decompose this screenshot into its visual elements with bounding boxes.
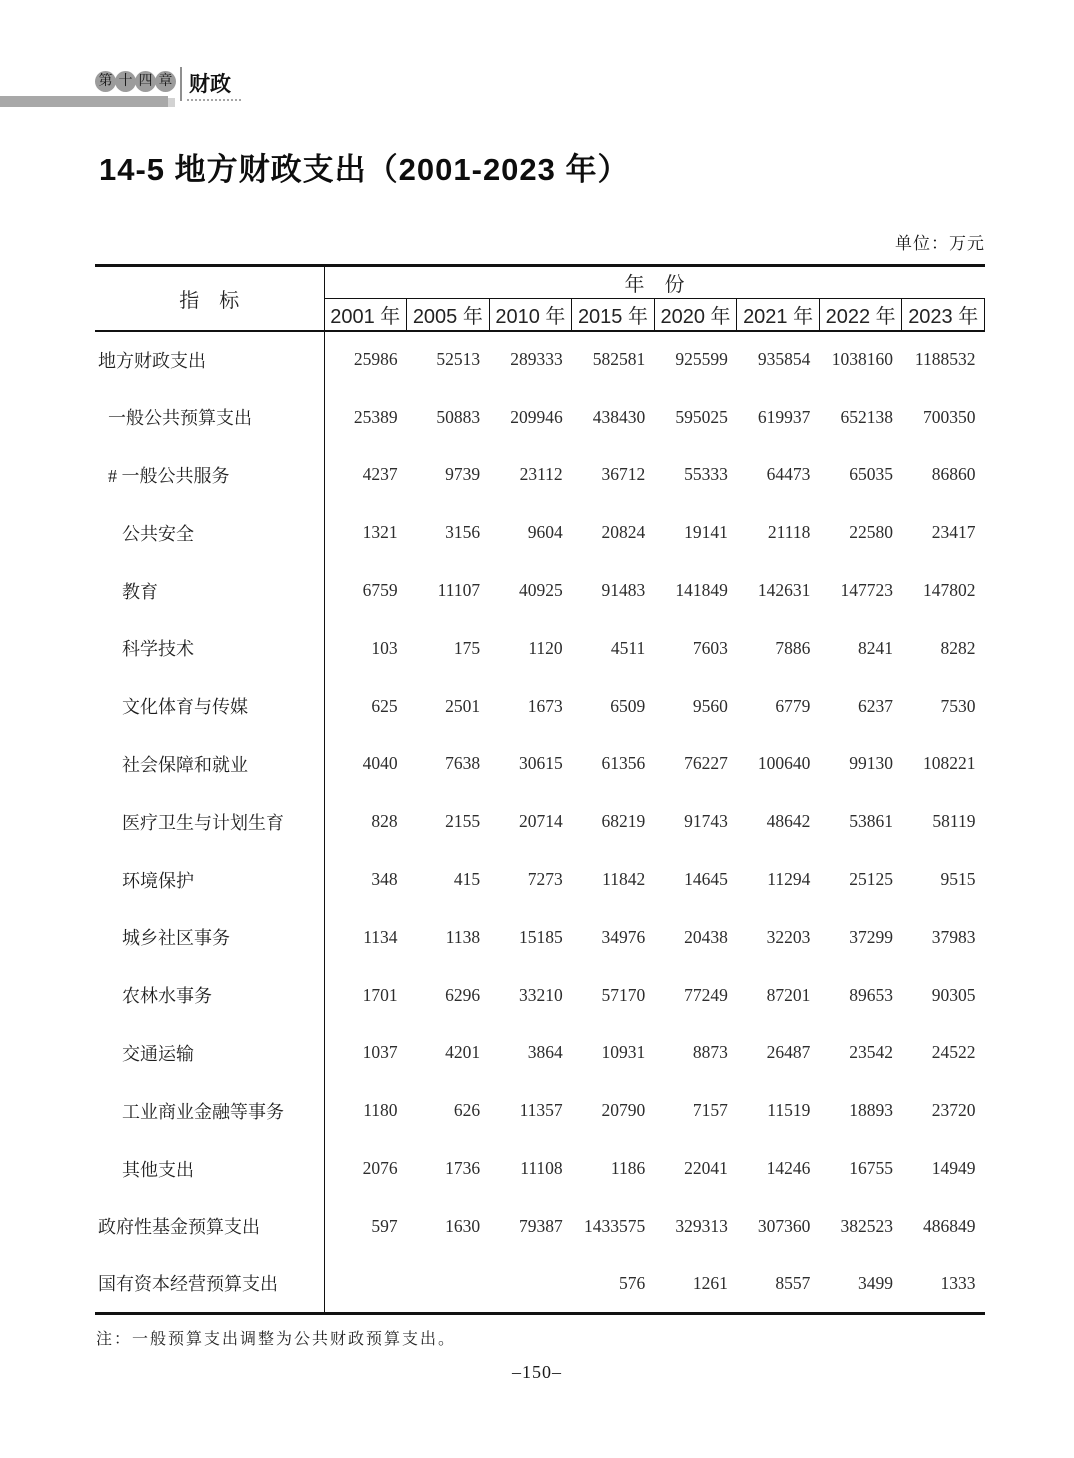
cell-value	[489, 1255, 572, 1313]
cell-value: 55333	[684, 464, 728, 485]
row-label: 工业商业金融等事务	[95, 1082, 324, 1140]
cell-value: 100640	[757, 753, 811, 774]
cell-value: 1186	[610, 1158, 646, 1179]
cell-value: 76227	[684, 753, 728, 774]
row-label: 医疗卫生与计划生育	[95, 793, 324, 851]
table-row	[95, 1255, 985, 1313]
cell-value: 147802	[923, 580, 976, 601]
cell-value: 89653	[849, 984, 893, 1005]
cell-value: 37299	[849, 926, 893, 947]
cell-value: 20824	[601, 522, 646, 543]
table-row	[95, 562, 985, 620]
year-column-header: 2023 年	[902, 299, 985, 331]
cell-value: 7530	[940, 695, 976, 716]
unit-label: 单位：万元	[895, 234, 985, 253]
cell-value: 142631	[757, 580, 811, 601]
page-number: –150–	[512, 1362, 562, 1382]
row-label: 农林水事务	[95, 966, 324, 1024]
cell-value: 652138	[840, 406, 893, 427]
cell-value: 11294	[767, 869, 811, 890]
cell-value: 597	[371, 1215, 398, 1236]
cell-value: 1673	[527, 695, 563, 716]
cell-value: 86860	[931, 464, 976, 485]
cell-value: 700350	[923, 406, 976, 427]
cell-value: 6237	[857, 695, 893, 716]
cell-value: 87201	[766, 984, 811, 1005]
table-row	[95, 1140, 985, 1198]
cell-value: 23720	[931, 1100, 976, 1121]
page-title: 14-5 地方财政支出（2001-2023 年）	[99, 152, 630, 187]
cell-value: 11519	[767, 1100, 811, 1121]
year-group-header: 年 份	[324, 266, 985, 299]
row-label: 一般公共预算支出	[95, 388, 324, 446]
cell-value: 24522	[931, 1042, 976, 1063]
cell-value: 64473	[766, 464, 811, 485]
cell-value: 3499	[857, 1272, 893, 1293]
cell-value: 9604	[527, 522, 563, 543]
cell-value: 79387	[518, 1215, 563, 1236]
cell-value: 25389	[353, 406, 398, 427]
cell-value: 1333	[940, 1272, 976, 1293]
year-column-header: 2001 年	[324, 299, 407, 331]
row-label: 其他支出	[95, 1140, 324, 1198]
cell-value: 37983	[931, 926, 976, 947]
chapter-badge-char: 十	[115, 71, 136, 92]
cell-value: 23417	[931, 522, 976, 543]
cell-value: 9515	[940, 869, 976, 890]
cell-value: 415	[453, 869, 481, 890]
table-header	[95, 266, 985, 331]
row-label: 社会保障和就业	[95, 735, 324, 793]
chapter-title-underline	[187, 99, 241, 101]
cell-value: 1134	[363, 926, 398, 947]
cell-value: 486849	[923, 1215, 976, 1236]
cell-value: 1138	[445, 926, 481, 947]
cell-value: 2076	[362, 1158, 398, 1179]
cell-value: 10931	[601, 1042, 646, 1063]
cell-value: 626	[453, 1100, 481, 1121]
cell-value: 33210	[518, 984, 563, 1005]
cell-value: 26487	[766, 1042, 811, 1063]
cell-value	[324, 1255, 407, 1313]
table-row	[95, 1024, 985, 1082]
cell-value: 18893	[849, 1100, 893, 1121]
cell-value: 1180	[363, 1100, 398, 1121]
cell-value: 11108	[520, 1158, 563, 1179]
table-row	[95, 966, 985, 1024]
table-body	[95, 331, 985, 1314]
cell-value: 1188532	[914, 349, 976, 370]
row-label: 地方财政支出	[95, 331, 324, 389]
chapter-badge-char: 四	[135, 71, 156, 92]
cell-value: 6759	[362, 580, 398, 601]
row-label: 城乡社区事务	[95, 908, 324, 966]
cell-value: 11842	[602, 869, 646, 890]
chapter-badge-char: 章	[155, 71, 176, 92]
cell-value: 6296	[445, 984, 481, 1005]
cell-value: 3864	[527, 1042, 563, 1063]
row-label: # 一般公共服务	[95, 446, 324, 504]
cell-value: 619937	[757, 406, 811, 427]
cell-value: 1037	[362, 1042, 398, 1063]
indicator-header: 指 标	[95, 266, 324, 331]
row-label: 政府性基金预算支出	[95, 1197, 324, 1255]
table-row	[95, 851, 985, 909]
cell-value: 438430	[592, 406, 646, 427]
cell-value: 9739	[445, 464, 481, 485]
cell-value: 1120	[528, 637, 563, 658]
cell-value: 14246	[766, 1158, 811, 1179]
table-row	[95, 793, 985, 851]
table-row	[95, 331, 985, 389]
cell-value: 14645	[684, 869, 728, 890]
cell-value: 11357	[519, 1100, 563, 1121]
cell-value: 22041	[684, 1158, 728, 1179]
cell-value: 108221	[923, 753, 976, 774]
cell-value: 1038160	[831, 349, 893, 370]
cell-value	[407, 1255, 490, 1313]
cell-value: 2155	[445, 811, 481, 832]
cell-value: 30615	[518, 753, 563, 774]
cell-value: 1261	[692, 1272, 728, 1293]
cell-value: 595025	[675, 406, 728, 427]
cell-value: 175	[453, 637, 481, 658]
year-column-header: 2010 年	[489, 299, 572, 331]
cell-value: 348	[371, 869, 398, 890]
cell-value: 8873	[692, 1042, 728, 1063]
cell-value: 147723	[840, 580, 893, 601]
cell-value: 7603	[692, 637, 728, 658]
cell-value: 576	[619, 1272, 646, 1293]
table-row	[95, 504, 985, 562]
cell-value: 65035	[849, 464, 893, 485]
cell-value: 58119	[932, 811, 976, 832]
cell-value: 4201	[445, 1042, 481, 1063]
cell-value: 52513	[436, 349, 481, 370]
cell-value: 25986	[353, 349, 398, 370]
cell-value: 1736	[445, 1158, 481, 1179]
cell-value: 36712	[601, 464, 646, 485]
cell-value: 15185	[518, 926, 563, 947]
chapter-title: 财政	[189, 73, 231, 96]
table-row	[95, 677, 985, 735]
cell-value: 7157	[692, 1100, 728, 1121]
header-divider	[180, 67, 182, 101]
cell-value: 1433575	[584, 1215, 646, 1236]
cell-value: 14949	[931, 1158, 976, 1179]
cell-value: 7273	[527, 869, 563, 890]
cell-value: 582581	[592, 349, 646, 370]
table-row	[95, 1082, 985, 1140]
table-row	[95, 619, 985, 677]
cell-value: 68219	[601, 811, 646, 832]
year-column-header: 2022 年	[819, 299, 902, 331]
cell-value: 21118	[767, 522, 811, 543]
row-label: 公共安全	[95, 504, 324, 562]
cell-value: 103	[371, 637, 398, 658]
cell-value: 22580	[849, 522, 893, 543]
data-table	[95, 264, 985, 1315]
cell-value: 625	[371, 695, 398, 716]
row-label: 国有资本经营预算支出	[95, 1255, 324, 1313]
row-label: 环境保护	[95, 851, 324, 909]
cell-value: 6779	[775, 695, 811, 716]
chapter-badge	[95, 71, 175, 92]
cell-value: 8241	[857, 637, 893, 658]
cell-value: 11107	[437, 580, 481, 601]
row-label: 科学技术	[95, 619, 324, 677]
cell-value: 4040	[362, 753, 398, 774]
table-row	[95, 908, 985, 966]
cell-value: 4511	[610, 637, 646, 658]
cell-value: 1701	[362, 984, 398, 1005]
cell-value: 91743	[684, 811, 728, 832]
cell-value: 61356	[601, 753, 646, 774]
cell-value: 50883	[436, 406, 481, 427]
table-row	[95, 388, 985, 446]
cell-value: 382523	[840, 1215, 893, 1236]
cell-value: 19141	[684, 522, 728, 543]
cell-value: 23542	[849, 1042, 893, 1063]
row-label: 文化体育与传媒	[95, 677, 324, 735]
cell-value: 9560	[692, 695, 728, 716]
cell-value: 307360	[757, 1215, 811, 1236]
cell-value: 828	[371, 811, 398, 832]
cell-value: 4237	[362, 464, 398, 485]
cell-value: 23112	[519, 464, 563, 485]
cell-value: 91483	[601, 580, 646, 601]
cell-value: 2501	[445, 695, 481, 716]
year-column-header: 2015 年	[572, 299, 655, 331]
cell-value: 32203	[766, 926, 811, 947]
cell-value: 1630	[445, 1215, 481, 1236]
cell-value: 8282	[940, 637, 976, 658]
decorative-bar	[0, 96, 168, 107]
table-row	[95, 735, 985, 793]
cell-value: 925599	[675, 349, 728, 370]
cell-value: 34976	[601, 926, 646, 947]
cell-value: 77249	[684, 984, 728, 1005]
cell-value: 20438	[684, 926, 728, 947]
cell-value: 141849	[675, 580, 728, 601]
year-column-header: 2005 年	[407, 299, 490, 331]
cell-value: 16755	[849, 1158, 893, 1179]
chapter-badge-char: 第	[95, 71, 116, 92]
cell-value: 3156	[445, 522, 481, 543]
cell-value: 90305	[931, 984, 976, 1005]
table-row	[95, 1197, 985, 1255]
cell-value: 209946	[510, 406, 563, 427]
table-note: 注：一般预算支出调整为公共财政预算支出。	[96, 1331, 457, 1348]
cell-value: 40925	[518, 580, 563, 601]
year-column-header: 2021 年	[737, 299, 820, 331]
cell-value: 25125	[849, 869, 893, 890]
cell-value: 20714	[518, 811, 563, 832]
cell-value: 53861	[849, 811, 893, 832]
cell-value: 329313	[675, 1215, 728, 1236]
cell-value: 6509	[610, 695, 646, 716]
cell-value: 7886	[775, 637, 811, 658]
cell-value: 99130	[849, 753, 893, 774]
cell-value: 1321	[362, 522, 398, 543]
cell-value: 8557	[775, 1272, 811, 1293]
cell-value: 935854	[757, 349, 811, 370]
year-column-header: 2020 年	[654, 299, 737, 331]
cell-value: 48642	[766, 811, 811, 832]
row-label: 教育	[95, 562, 324, 620]
table-row	[95, 446, 985, 504]
cell-value: 57170	[601, 984, 646, 1005]
cell-value: 289333	[510, 349, 563, 370]
cell-value: 7638	[445, 753, 481, 774]
cell-value: 20790	[601, 1100, 646, 1121]
row-label: 交通运输	[95, 1024, 324, 1082]
